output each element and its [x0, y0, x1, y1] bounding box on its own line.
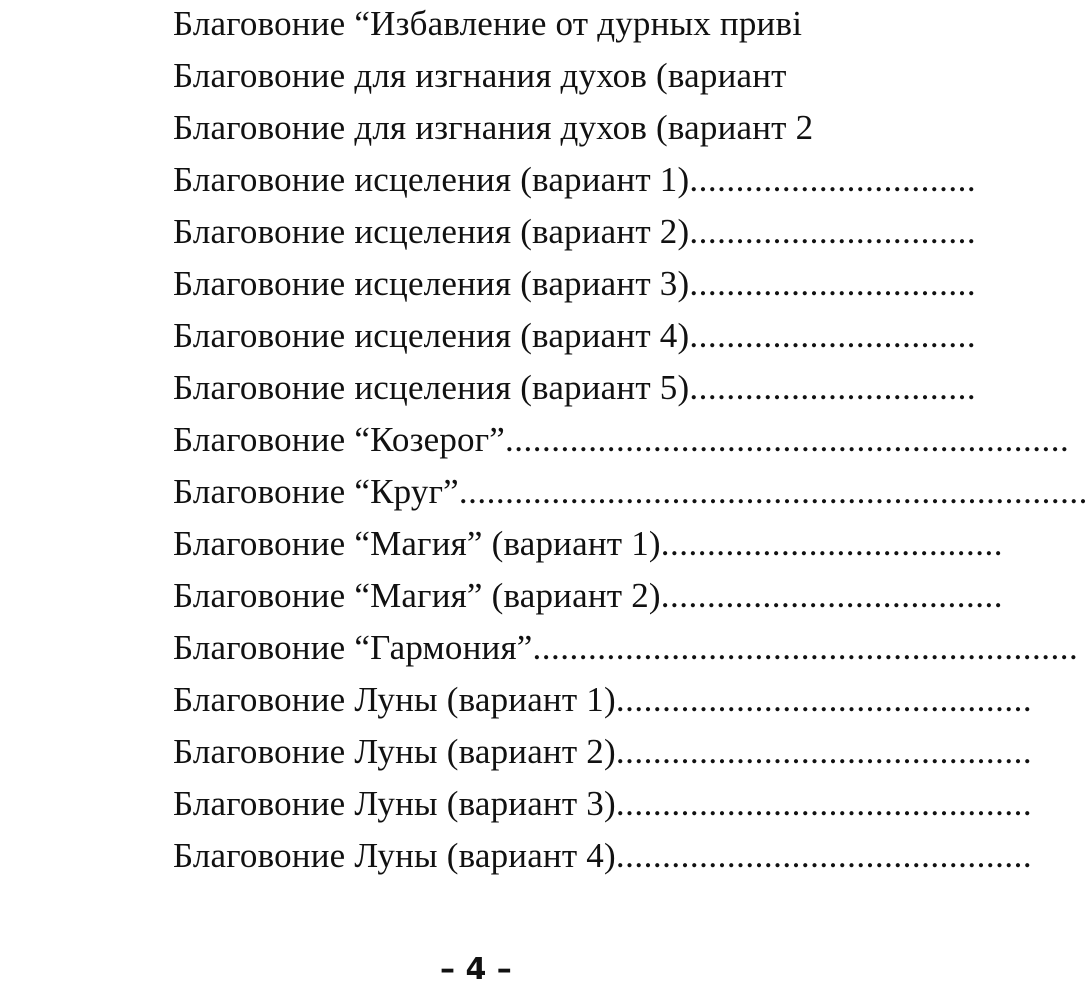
toc-entry-title: Благовоние исцеления (вариант 1)	[173, 160, 690, 199]
toc-entry-title: Благовоние исцеления (вариант 4)	[173, 316, 690, 355]
toc-entry-title: Благовоние для изгнания духов (вариант 2	[173, 108, 814, 147]
toc-entry	[173, 624, 1079, 672]
toc-entry-title: Благовоние “Магия” (вариант 1)	[173, 524, 661, 563]
toc-entry-title: Благовоние исцеления (вариант 3)	[173, 264, 690, 303]
toc-entry-title: Благовоние для изгнания духов (вариант	[173, 56, 787, 95]
toc-entry	[173, 312, 977, 360]
toc-entry-leader: ...............................	[689, 160, 977, 199]
toc-entry	[173, 572, 1004, 620]
toc-entry-leader: ...............................	[689, 212, 977, 251]
toc-entry-title: Благовоние исцеления (вариант 2)	[173, 212, 690, 251]
toc-entry	[173, 260, 977, 308]
toc-entry	[173, 520, 1004, 568]
toc-entry	[173, 780, 1033, 828]
toc-entry-leader: ...........................................................	[532, 628, 1079, 667]
toc-entry	[173, 832, 1033, 880]
toc-entry-title: Благовоние “Избавление от дурных приві	[173, 4, 803, 43]
toc-entry-title: Благовоние “Магия” (вариант 2)	[173, 576, 661, 615]
toc-entry-leader: .....................................	[660, 576, 1004, 615]
toc-entry-leader: .............................................	[615, 732, 1033, 771]
toc-entry-leader: ...............................	[689, 368, 977, 407]
toc-entry	[173, 208, 977, 256]
toc-entry	[173, 468, 1088, 516]
toc-entry	[173, 728, 1033, 776]
toc-entry-leader: .............................................	[615, 680, 1033, 719]
page-number: – 4 –	[440, 952, 512, 987]
toc-entry-leader: ...............................	[689, 264, 977, 303]
toc-entry	[173, 104, 878, 152]
toc-entry	[173, 52, 878, 100]
table-of-contents	[173, 0, 1088, 890]
toc-entry-title: Благовоние “Козерог”	[173, 420, 506, 459]
toc-entry	[173, 364, 977, 412]
toc-entry-title: Благовоние “Круг”	[173, 472, 459, 511]
toc-entry-leader: ...............................	[689, 316, 977, 355]
toc-entry-title: Благовоние Луны (вариант 3)	[173, 784, 616, 823]
toc-entry-title: Благовоние Луны (вариант 2)	[173, 732, 616, 771]
toc-entry-leader: .............................................................	[505, 420, 1070, 459]
toc-entry-title: Благовоние исцеления (вариант 5)	[173, 368, 690, 407]
toc-entry-leader: ....................................................................	[458, 472, 1088, 511]
toc-entry	[173, 676, 1033, 724]
toc-entry	[173, 416, 1070, 464]
toc-entry-leader: .....................................	[660, 524, 1004, 563]
toc-entry-title: Благовоние “Гармония”	[173, 628, 533, 667]
toc-entry-leader: .............................................	[615, 784, 1033, 823]
toc-entry	[173, 156, 977, 204]
toc-entry	[173, 0, 878, 48]
toc-entry-title: Благовоние Луны (вариант 1)	[173, 680, 616, 719]
toc-entry-title: Благовоние Луны (вариант 4)	[173, 836, 616, 875]
toc-entry-leader: .............................................	[615, 836, 1033, 875]
